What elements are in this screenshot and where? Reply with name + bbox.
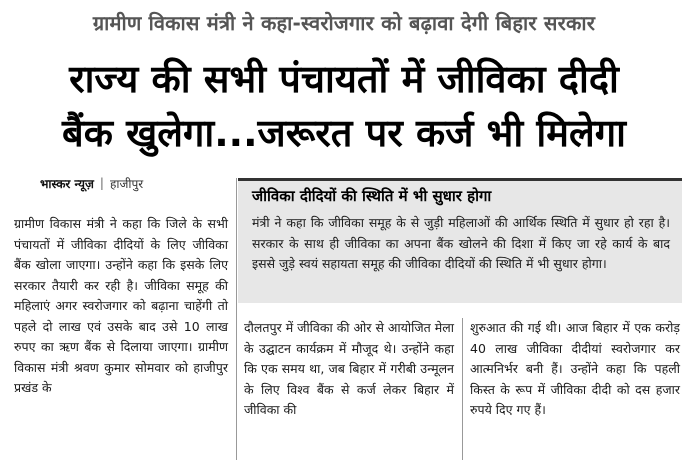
byline-source: भास्कर न्यूज़ [40,176,94,191]
article-column-2: दौलतपुर में जीविका की ओर से आयोजित मेला के उद्घाटन कार्यक्रम में मौजूद थे। उन्होंने कहा कि एक समय था, जब बिहार में गरीबी उन्मूलन के लिए विश्व बैंक से कर्ज लेकर बिहार में जीविका की [244,320,454,417]
column-divider [462,318,463,460]
main-headline [0,52,688,160]
byline [40,172,240,194]
sidebar-box-title: जीविका दीदियों की स्थिति में भी सुधार होगा [252,187,492,205]
byline-place: हाजीपुर [109,176,144,191]
headline-line-1: राज्य की सभी पंचायतों में जीविका दीदी [69,57,619,101]
headline-line-2: बैंक खुलेगा...जरूरत पर कर्ज भी मिलेगा [62,111,626,155]
kicker-headline: ग्रामीण विकास मंत्री ने कहा-स्वरोजगार को बढ़ावा देगी बिहार सरकार [92,10,596,35]
sidebar-box [238,178,682,303]
article-column-1: ग्रामीण विकास मंत्री ने कहा कि जिले के सभी पंचायतों में जीविका दीदियों के लिए जीविका बैंक खोला जाएगा। उन्होंने कहा कि इसके लिए सरकार तैयारी कर रही है। जीविका समूह की महिलाएं अगर स्वरोजगार को बढ़ाना चाहेंगी तो पहले दो लाख एवं उसके बाद उसे 10 लाख रुपए का ऋण बैंक से दिलाया जाएगा। ग्रामीण विकास मंत्री श्रवण कुमार सोमवार को हाजीपुर प्रखंड के [14,216,228,395]
sidebar-box-body: मंत्री ने कहा कि जीविका समूह के से जुड़ी महिलाओं की आर्थिक स्थिति में सुधार हो रहा है। सरकार के साथ ही जीविका का अपना बैंक खोलने की दिशा में किए जा रहे कार्य के बाद इससे जुड़े स्वयं सहायता समूह की जीविका दीदियों की स्थिति में भी सुधार होगा। [252,215,670,271]
column-divider [236,178,237,460]
byline-separator: | [99,176,104,190]
article-column-3: शुरुआत की गई थी। आज बिहार में एक करोड़ 40 लाख जीविका दीदीयां स्वरोजगार कर आत्मनिर्भर बनी हैं। उन्होंने कहा कि पहली किस्त के रूप में जीविका दीदी को दस हजार रुपये दिए गए हैं। [470,320,680,417]
